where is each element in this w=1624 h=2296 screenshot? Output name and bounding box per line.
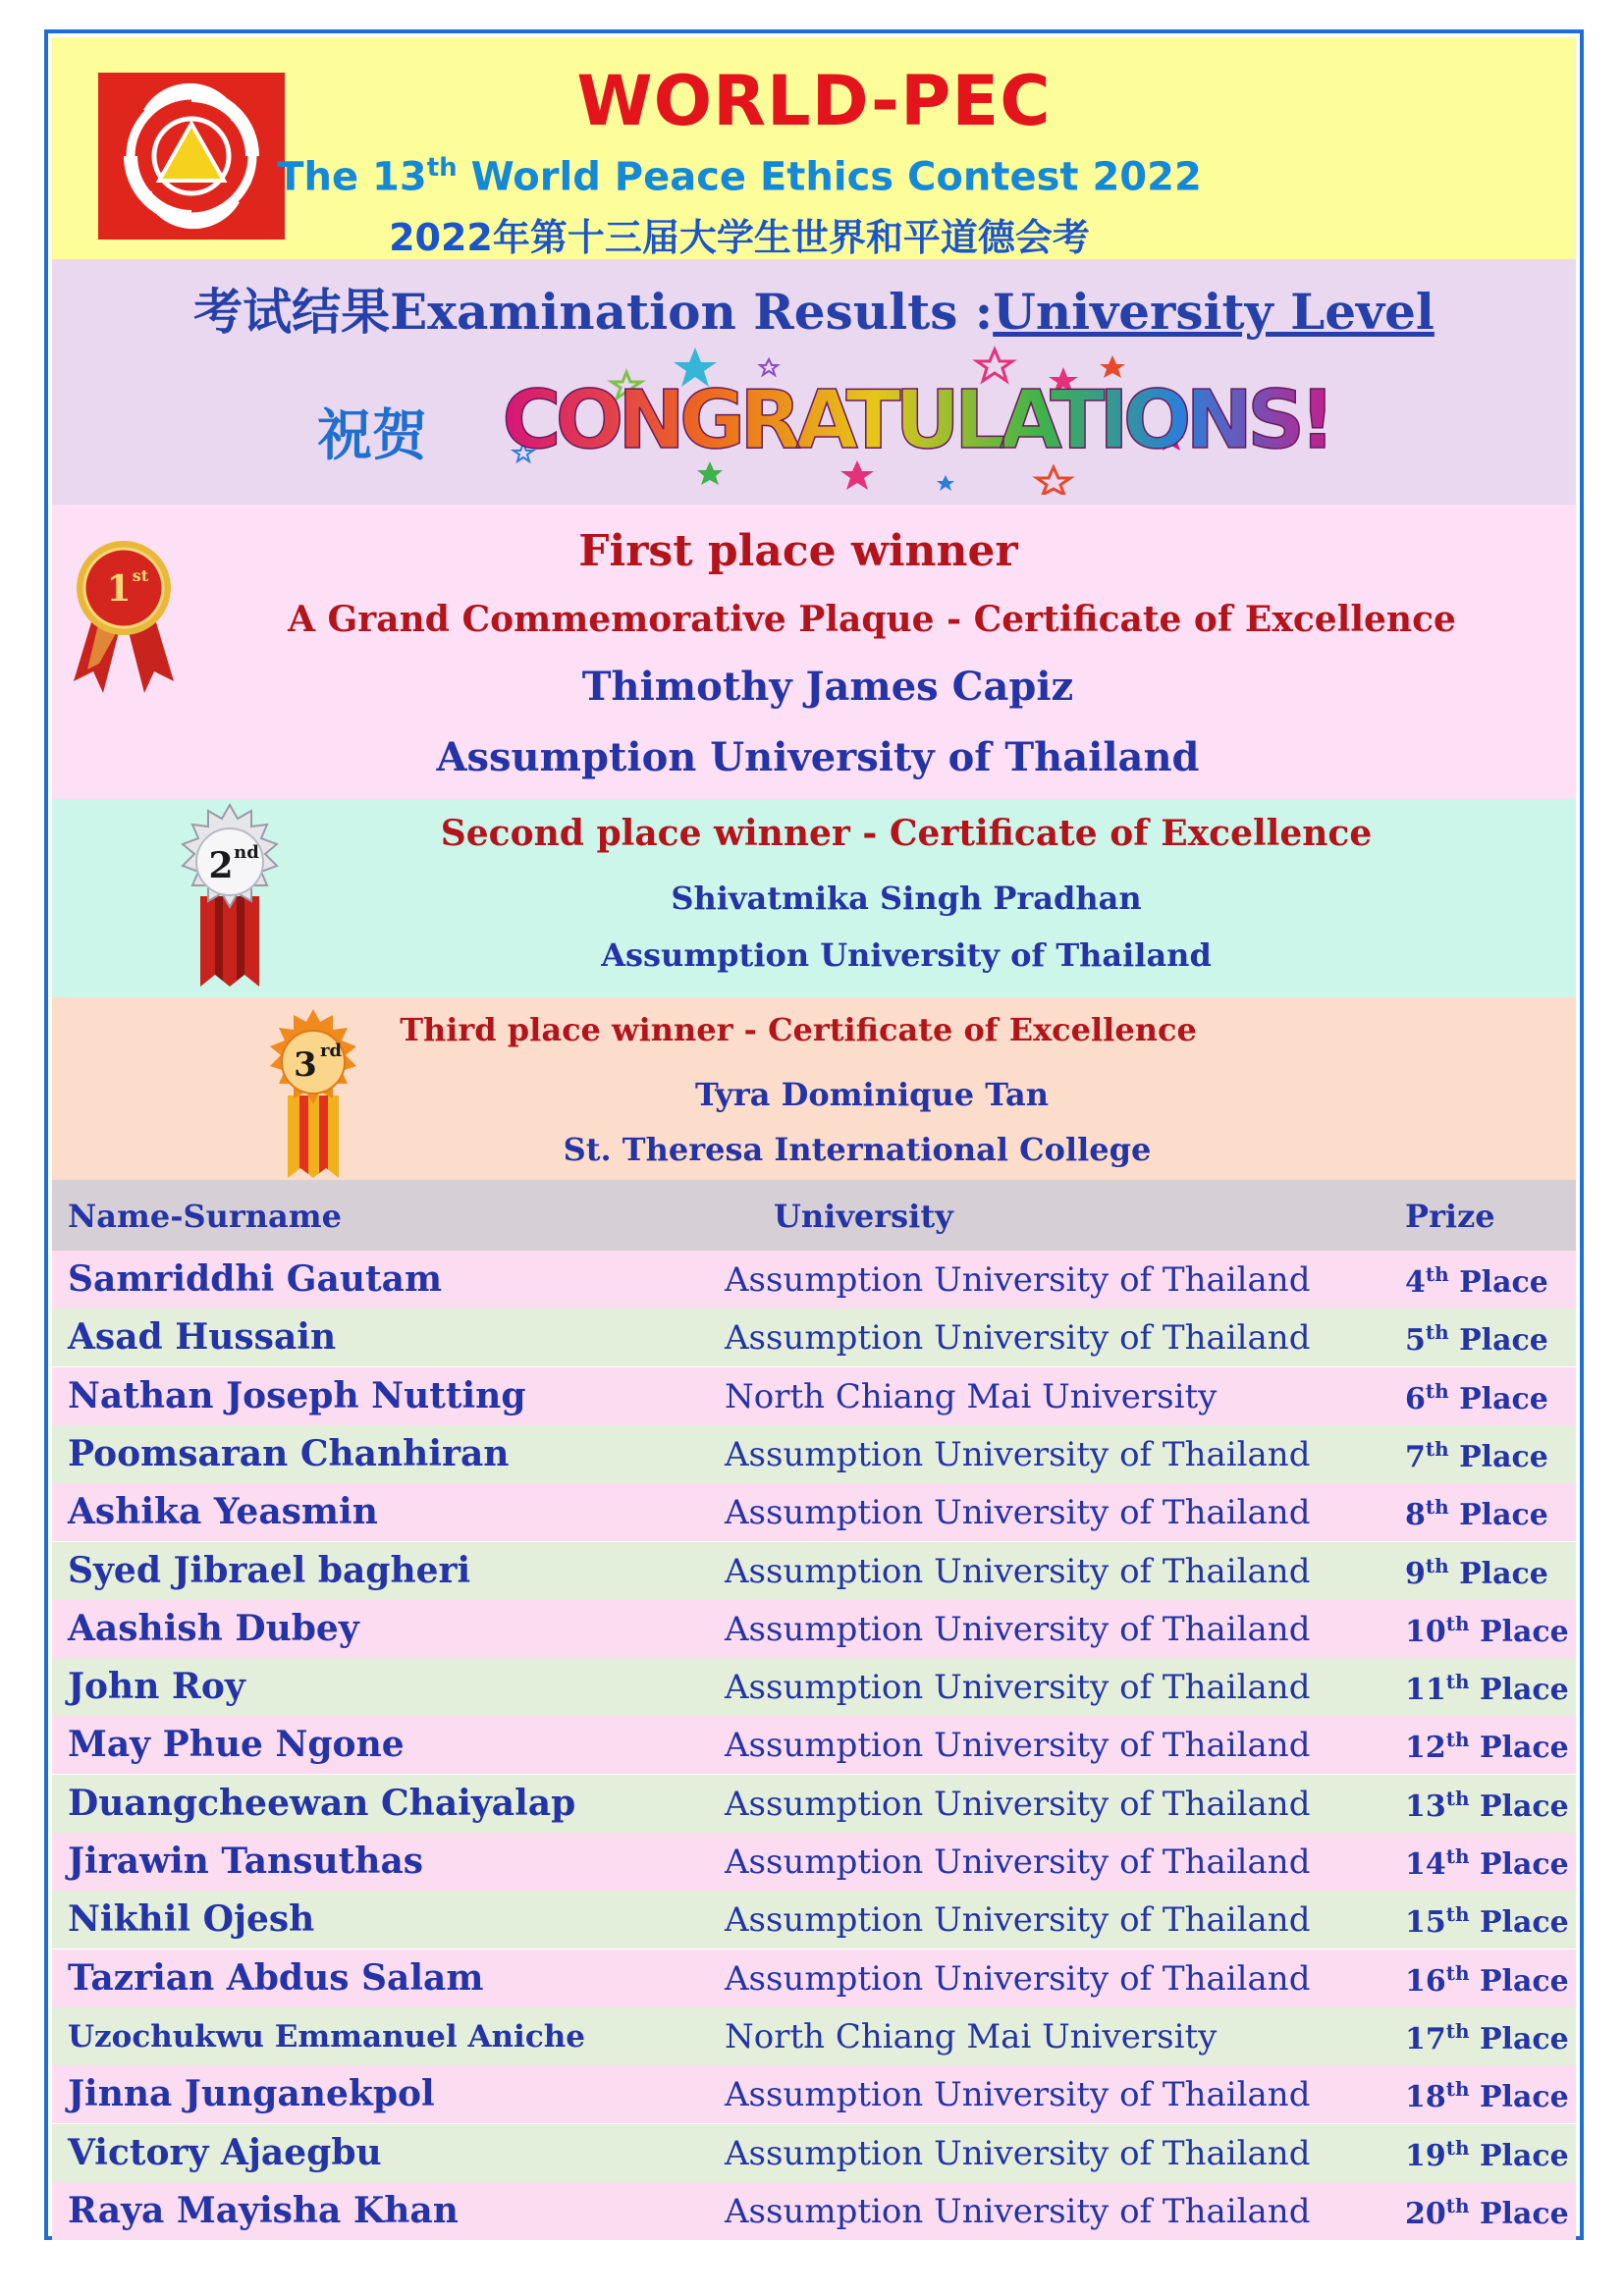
header-prize: Prize — [1405, 1198, 1495, 1235]
row-name: Samriddhi Gautam — [68, 1258, 443, 1300]
row-university: Assumption University of Thailand — [725, 1668, 1311, 1707]
row-name: Poomsaran Chanhiran — [68, 1433, 510, 1474]
first-place-university: Assumption University of Thailand — [436, 734, 1200, 780]
prize-rank: 11 — [1405, 1673, 1446, 1707]
row-university: North Chiang Mai University — [725, 2017, 1218, 2056]
results-prefix: 考试结果Examination Results : — [193, 283, 994, 341]
second-place-university: Assumption University of Thailand — [601, 936, 1212, 974]
page-title: WORLD-PEC — [576, 61, 1052, 141]
prize-ordinal: th — [1425, 1379, 1449, 1403]
table-row — [52, 1949, 1576, 2007]
row-university: Assumption University of Thailand — [725, 2075, 1311, 2114]
prize-rank: 15 — [1405, 1905, 1446, 1940]
row-university: North Chiang Mai University — [725, 1377, 1218, 1416]
row-university: Assumption University of Thailand — [725, 1842, 1311, 1882]
table-row — [52, 1775, 1576, 1833]
prize-place-word: Place — [1479, 2197, 1569, 2231]
table-row — [52, 2124, 1576, 2182]
row-name: Victory Ajaegbu — [68, 2132, 382, 2173]
row-prize — [1405, 2194, 1569, 2231]
prize-rank: 8 — [1405, 1498, 1426, 1532]
prize-ordinal: th — [1425, 1437, 1449, 1461]
first-place-name: Thimothy James Capiz — [581, 664, 1074, 710]
row-name: Ashika Yeasmin — [68, 1491, 378, 1532]
third-place-heading: Third place winner - Certificate of Excellence — [400, 1011, 1197, 1048]
prize-ordinal: th — [1445, 2136, 1470, 2160]
prize-rank: 18 — [1405, 2080, 1446, 2114]
prize-rank: 17 — [1405, 2022, 1446, 2056]
results-table-body — [52, 1251, 1576, 2232]
row-name: Uzochukwu Emmanuel Aniche — [68, 2019, 585, 2055]
prize-place-word: Place — [1479, 2022, 1569, 2056]
prize-rank: 5 — [1405, 1323, 1426, 1358]
prize-place-word: Place — [1459, 1323, 1548, 1358]
row-university: Assumption University of Thailand — [725, 2134, 1311, 2173]
contest-subtitle — [52, 153, 1427, 199]
row-university: Assumption University of Thailand — [725, 1726, 1311, 1765]
prize-place-word: Place — [1479, 1905, 1569, 1940]
svg-text:nd: nd — [234, 842, 259, 863]
row-name: Tazrian Abdus Salam — [68, 1957, 484, 1999]
results-heading — [52, 273, 1576, 344]
prize-place-word: Place — [1459, 1382, 1548, 1416]
row-name: John Roy — [68, 1666, 245, 1707]
row-university: Assumption University of Thailand — [725, 1785, 1311, 1824]
row-prize — [1405, 1787, 1569, 1824]
prize-place-word: Place — [1459, 1265, 1548, 1300]
row-name: Raya Mayisha Khan — [68, 2190, 459, 2231]
prize-ordinal: th — [1445, 1670, 1470, 1693]
table-row — [52, 2182, 1576, 2240]
table-row — [52, 1891, 1576, 1949]
row-name: Syed Jibrael bagheri — [68, 1550, 471, 1591]
row-prize — [1405, 1262, 1548, 1300]
row-prize — [1405, 2136, 1569, 2173]
subtitle-ordinal: th — [426, 153, 458, 183]
prize-rank: 4 — [1405, 1265, 1426, 1300]
row-name: Aashish Dubey — [68, 1608, 359, 1649]
row-prize — [1405, 1379, 1548, 1416]
table-row — [52, 1600, 1576, 1658]
row-prize — [1405, 2019, 1569, 2056]
first-place-heading: First place winner — [578, 526, 1018, 576]
congratulations-text: CONGRATULATIONS! — [502, 374, 1330, 467]
congratulations-banner — [484, 338, 1348, 495]
row-university: Assumption University of Thailand — [725, 1900, 1311, 1940]
table-row — [52, 1542, 1576, 1600]
svg-text:rd: rd — [319, 1041, 343, 1061]
prize-rank: 7 — [1405, 1440, 1426, 1474]
table-row — [52, 1483, 1576, 1541]
third-place-university: St. Theresa International College — [563, 1131, 1152, 1168]
header-band — [52, 37, 1576, 259]
subtitle-suffix: World Peace Ethics Contest 2022 — [457, 154, 1202, 200]
prize-place-word: Place — [1479, 1964, 1569, 1999]
row-name: Jirawin Tansuthas — [68, 1841, 424, 1882]
prize-ordinal: th — [1425, 1495, 1449, 1519]
table-row — [52, 1251, 1576, 1308]
prize-rank: 12 — [1405, 1731, 1446, 1765]
row-university: Assumption University of Thailand — [725, 1318, 1311, 1358]
row-prize — [1405, 1961, 1569, 1999]
svg-text:1: 1 — [106, 568, 132, 610]
table-row — [52, 1367, 1576, 1425]
prize-rank: 9 — [1405, 1557, 1426, 1591]
prize-ordinal: th — [1425, 1262, 1449, 1286]
row-university: Assumption University of Thailand — [725, 2192, 1311, 2231]
third-place-section — [52, 997, 1576, 1180]
prize-ordinal: th — [1445, 2194, 1470, 2217]
third-place-name: Tyra Dominique Tan — [694, 1076, 1050, 1113]
prize-ordinal: th — [1425, 1554, 1449, 1577]
prize-ordinal: th — [1445, 1844, 1470, 1868]
results-table-header — [52, 1180, 1576, 1251]
row-name: Asad Hussain — [68, 1316, 337, 1358]
row-university: Assumption University of Thailand — [725, 1493, 1311, 1532]
prize-place-word: Place — [1479, 1847, 1569, 1882]
prize-place-word: Place — [1479, 2139, 1569, 2173]
row-university: Assumption University of Thailand — [725, 1552, 1311, 1591]
row-prize — [1405, 1902, 1569, 1940]
prize-rank: 20 — [1405, 2197, 1446, 2231]
prize-ordinal: th — [1445, 1902, 1470, 1926]
prize-place-word: Place — [1479, 1615, 1569, 1649]
table-row — [52, 1658, 1576, 1716]
results-band — [52, 259, 1576, 505]
subtitle-prefix: The 13 — [277, 154, 427, 200]
row-university: Assumption University of Thailand — [725, 1610, 1311, 1649]
prize-ordinal: th — [1445, 1728, 1470, 1751]
congrats-chinese: 祝贺 — [317, 404, 427, 468]
prize-place-word: Place — [1479, 1731, 1569, 1765]
prize-rank: 13 — [1405, 1789, 1446, 1824]
header-name-surname: Name-Surname — [68, 1198, 342, 1235]
first-place-section — [52, 505, 1576, 799]
prize-place-word: Place — [1459, 1440, 1548, 1474]
prize-place-word: Place — [1479, 2080, 1569, 2114]
svg-text:3: 3 — [294, 1045, 317, 1085]
table-row — [52, 2065, 1576, 2123]
row-prize — [1405, 1612, 1569, 1649]
row-prize — [1405, 1728, 1569, 1765]
prize-place-word: Place — [1479, 1789, 1569, 1824]
svg-text:2: 2 — [208, 845, 234, 886]
contest-subtitle-chinese: 2022年第十三届大学生世界和平道德会考 — [389, 216, 1090, 259]
results-level: University Level — [993, 283, 1435, 341]
header-university: University — [774, 1198, 953, 1235]
row-name: Jinna Junganekpol — [68, 2073, 435, 2114]
prize-place-word: Place — [1459, 1498, 1548, 1532]
prize-rank: 16 — [1405, 1964, 1446, 1999]
row-prize — [1405, 2077, 1569, 2114]
row-prize — [1405, 1320, 1548, 1358]
prize-ordinal: th — [1445, 1961, 1470, 1985]
prize-ordinal: th — [1445, 2077, 1470, 2101]
table-row — [52, 2007, 1576, 2065]
prize-place-word: Place — [1459, 1557, 1548, 1591]
row-university: Assumption University of Thailand — [725, 1959, 1311, 1999]
row-name: Duangcheewan Chaiyalap — [68, 1783, 576, 1824]
row-prize — [1405, 1495, 1548, 1532]
table-row — [52, 1833, 1576, 1891]
prize-ordinal: th — [1445, 2019, 1470, 2043]
prize-rank: 14 — [1405, 1847, 1446, 1882]
prize-ordinal: th — [1425, 1320, 1449, 1344]
prize-rank: 6 — [1405, 1382, 1426, 1416]
first-place-award: A Grand Commemorative Plaque - Certificate of Excellence — [288, 599, 1456, 640]
prize-ordinal: th — [1445, 1787, 1470, 1810]
row-university: Assumption University of Thailand — [725, 1260, 1311, 1300]
prize-ordinal: th — [1445, 1612, 1470, 1635]
prize-rank: 19 — [1405, 2139, 1446, 2173]
second-place-name: Shivatmika Singh Pradhan — [671, 880, 1142, 917]
prize-place-word: Place — [1479, 1673, 1569, 1707]
row-prize — [1405, 1437, 1548, 1474]
table-row — [52, 1716, 1576, 1774]
prize-rank: 10 — [1405, 1615, 1446, 1649]
row-name: Nikhil Ojesh — [68, 1898, 315, 1940]
second-place-heading: Second place winner - Certificate of Excellence — [440, 813, 1373, 854]
row-prize — [1405, 1844, 1569, 1882]
row-prize — [1405, 1670, 1569, 1707]
table-row — [52, 1425, 1576, 1483]
svg-text:st: st — [132, 566, 149, 585]
row-name: May Phue Ngone — [68, 1724, 405, 1765]
row-prize — [1405, 1554, 1548, 1591]
row-name: Nathan Joseph Nutting — [68, 1375, 526, 1416]
second-place-section — [52, 799, 1576, 997]
table-row — [52, 1308, 1576, 1366]
row-university: Assumption University of Thailand — [725, 1435, 1311, 1474]
